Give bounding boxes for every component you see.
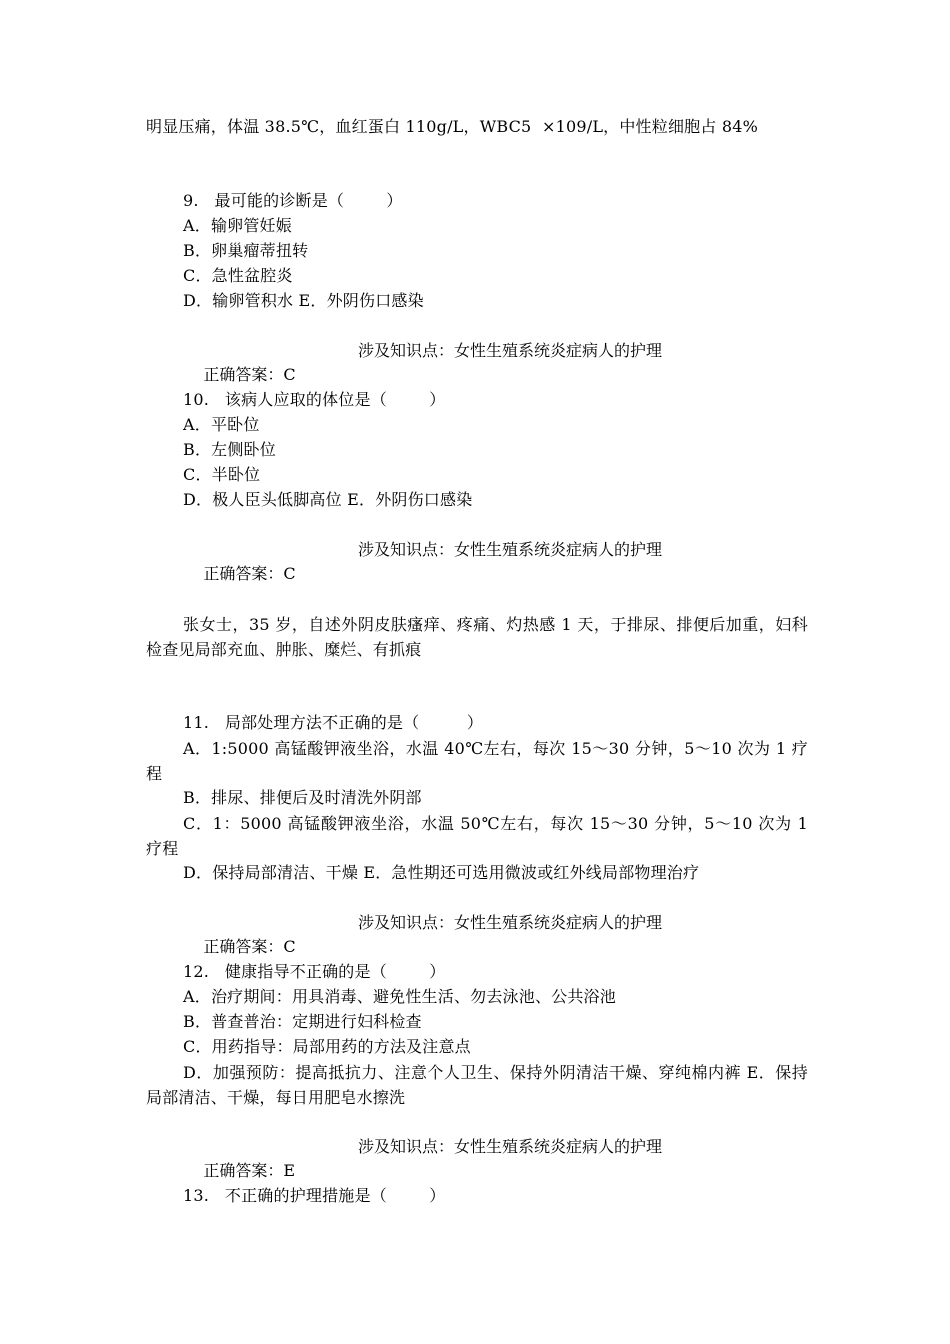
question-9-option-b: B．卵巢瘤蒂扭转 — [183, 241, 309, 260]
question-12-stem: 12. 健康指导不正确的是（ ） — [183, 962, 446, 981]
question-10-stem: 10. 该病人应取的体位是（ ） — [183, 390, 446, 409]
question-11-option-c: C．1：5000 高锰酸钾液坐浴，水温 50℃左右，每次 15～30 分钟，5～10 次为 1 疗程 — [146, 814, 808, 858]
question-11-answer: 正确答案：C — [203, 937, 296, 956]
question-10-option-b: B．左侧卧位 — [183, 440, 276, 459]
question-12-option-b: B．普查普治：定期进行妇科检查 — [183, 1012, 422, 1031]
question-13-stem: 13. 不正确的护理措施是（ ） — [183, 1186, 446, 1205]
question-12-answer: 正确答案：E — [203, 1161, 296, 1180]
question-9-answer: 正确答案：C — [203, 365, 296, 384]
question-9-option-a: A．输卵管妊娠 — [183, 216, 292, 235]
case-description-tail: 明显压痛，体温 38.5℃，血红蛋白 110g/L，WBC5 ×109/L，中性粒细胞占 84% — [146, 117, 758, 136]
question-10-answer: 正确答案：C — [203, 564, 296, 583]
question-12-option-a: A．治疗期间：用具消毒、避免性生活、勿去泳池、公共浴池 — [183, 987, 616, 1006]
question-10-option-a: A．平卧位 — [183, 415, 260, 434]
question-11-stem: 11. 局部处理方法不正确的是（ ） — [183, 713, 484, 732]
question-10-option-c: C．半卧位 — [183, 465, 261, 484]
question-11-knowledge-point: 涉及知识点：女性生殖系统炎症病人的护理 — [358, 913, 663, 932]
question-9-stem: 9. 最可能的诊断是（ ） — [183, 191, 403, 210]
question-9-knowledge-point: 涉及知识点：女性生殖系统炎症病人的护理 — [358, 341, 663, 360]
question-12-option-c: C．用药指导：局部用药的方法及注意点 — [183, 1037, 471, 1056]
case-description-2: 张女士，35 岁，自述外阴皮肤瘙痒、疼痛、灼热感 1 天，于排尿、排便后加重，妇科检查见局部充血、肿胀、糜烂、有抓痕 — [146, 615, 808, 659]
question-9-option-d: D．输卵管积水 E．外阴伤口感染 — [183, 291, 424, 310]
question-12-knowledge-point: 涉及知识点：女性生殖系统炎症病人的护理 — [358, 1137, 663, 1156]
question-11-option-a: A．1:5000 高锰酸钾液坐浴，水温 40℃左右，每次 15～30 分钟，5～10 次为 1 疗程 — [146, 739, 808, 783]
question-9-option-c: C．急性盆腔炎 — [183, 266, 293, 285]
question-10-knowledge-point: 涉及知识点：女性生殖系统炎症病人的护理 — [358, 540, 663, 559]
question-11-option-d: D．保持局部清洁、干燥 E．急性期还可选用微波或红外线局部物理治疗 — [183, 863, 700, 882]
question-12-option-d: D．加强预防：提高抵抗力、注意个人卫生、保持外阴清洁干燥、穿纯棉内裤 E．保持局部清洁、干燥，每日用肥皂水擦洗 — [146, 1063, 808, 1107]
question-10-option-d: D．极人臣头低脚高位 E．外阴伤口感染 — [183, 490, 473, 509]
question-11-option-b: B．排尿、排便后及时清洗外阴部 — [183, 788, 422, 807]
